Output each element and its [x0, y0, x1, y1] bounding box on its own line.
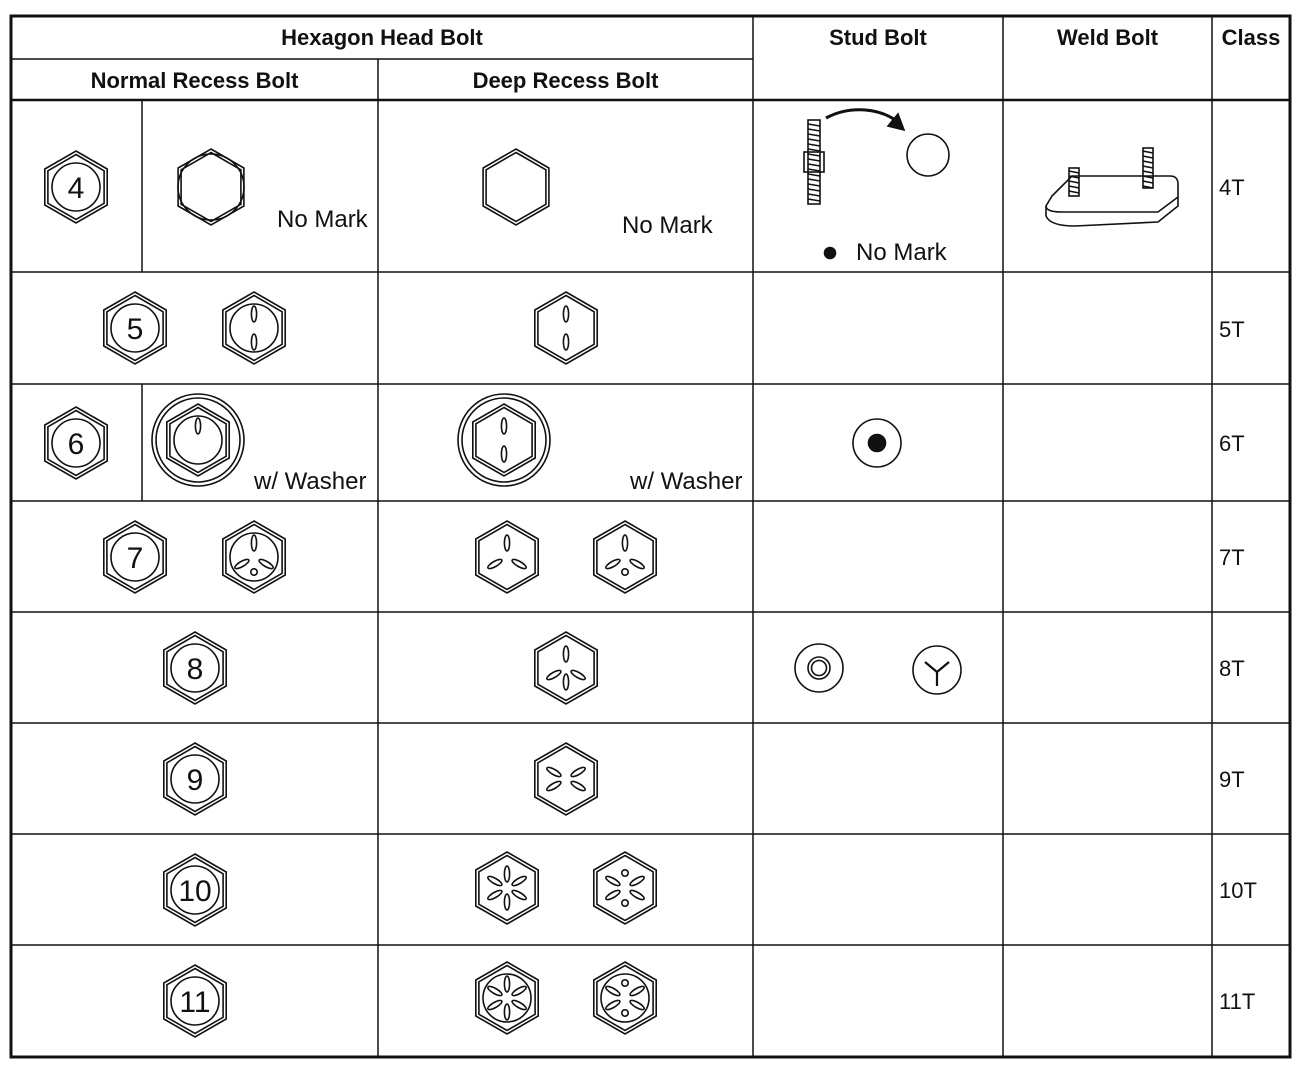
class-label-8t: 8T	[1219, 656, 1245, 681]
stud-bolt-icon	[853, 419, 901, 467]
hex-bolt-marked-icon	[535, 632, 597, 704]
note-washer-normal: w/ Washer	[254, 468, 367, 495]
note-no-mark-deep: No Mark	[622, 212, 713, 239]
bolt-number: 5	[126, 313, 144, 346]
hex-bolt-numbered-icon	[104, 292, 166, 364]
class-label-9t: 9T	[1219, 767, 1245, 792]
hex-bolt-marked-icon	[535, 743, 597, 815]
hex-bolt-marked-icon	[594, 521, 656, 593]
hex-bolt-marked-icon	[476, 852, 538, 924]
class-label-6t: 6T	[1219, 431, 1245, 456]
bullet-dot-icon	[825, 248, 836, 259]
header-class: Class	[1221, 25, 1281, 50]
hex-bolt-marked-icon	[594, 852, 656, 924]
bolt-number: 10	[178, 875, 212, 908]
class-label-11t: 11T	[1219, 989, 1256, 1014]
weld-bolt-icon	[1046, 148, 1178, 226]
hex-bolt-numbered-icon	[164, 743, 226, 815]
class-label-7t: 7T	[1219, 545, 1245, 570]
note-no-mark-stud: No Mark	[856, 239, 947, 266]
bolt-number: 8	[186, 653, 204, 686]
hex-bolt-marked-icon	[476, 962, 538, 1034]
class-label-4t: 4T	[1219, 175, 1245, 200]
stud-bolt-icon	[795, 644, 961, 694]
stud-bolt-icon	[804, 120, 949, 259]
bolt-number: 4	[67, 172, 85, 205]
class-label-10t: 10T	[1219, 878, 1257, 903]
hex-bolt-marked-icon	[535, 292, 597, 364]
hex-bolt-marked-icon	[223, 521, 285, 593]
hex-bolt-marked-icon	[152, 394, 244, 486]
hex-bolt-numbered-icon	[45, 151, 107, 223]
hex-bolt-marked-icon	[178, 149, 244, 225]
hex-bolt-marked-icon	[594, 962, 656, 1034]
header-hexagon-head-bolt: Hexagon Head Bolt	[281, 25, 483, 50]
hex-bolt-marked-icon	[483, 149, 549, 225]
class-label-5t: 5T	[1219, 317, 1245, 342]
header-normal-recess-bolt: Normal Recess Bolt	[90, 68, 299, 93]
hex-bolt-numbered-icon	[104, 521, 166, 593]
hex-bolt-numbered-icon	[45, 407, 107, 479]
hex-bolt-marked-icon	[458, 394, 550, 486]
bolt-number: 9	[186, 764, 204, 797]
hex-bolt-marked-icon	[223, 292, 285, 364]
header-weld-bolt: Weld Bolt	[1056, 25, 1159, 50]
curved-arrow-icon	[826, 110, 904, 130]
bolt-number: 11	[179, 986, 211, 1019]
bolt-number: 6	[67, 428, 85, 461]
hex-bolt-marked-icon	[476, 521, 538, 593]
bolt-number: 7	[126, 542, 144, 575]
hex-bolt-numbered-icon	[164, 854, 226, 926]
note-washer-deep: w/ Washer	[630, 468, 743, 495]
header-deep-recess-bolt: Deep Recess Bolt	[472, 68, 659, 93]
note-no-mark-normal: No Mark	[277, 206, 368, 233]
hex-bolt-numbered-icon	[164, 965, 226, 1037]
hex-bolt-numbered-icon	[164, 632, 226, 704]
header-stud-bolt: Stud Bolt	[829, 25, 927, 50]
